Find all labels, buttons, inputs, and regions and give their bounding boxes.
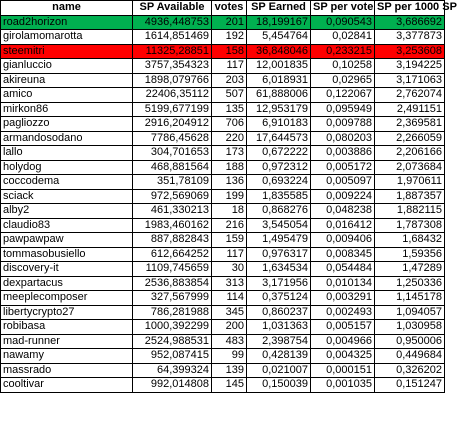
column-header-sp-per-1000[interactable]: SP per 1000 SP (375, 1, 445, 16)
cell-name[interactable]: road2horizon (1, 15, 133, 30)
cell-sp-per-1000[interactable]: 0,151247 (375, 378, 445, 393)
cell-sp-earned[interactable]: 3,171956 (247, 276, 311, 291)
table-row (1, 233, 445, 248)
cell-sp-per-1000[interactable]: 2,491151 (375, 102, 445, 117)
cell-sp-per-1000[interactable]: 1,68432 (375, 233, 445, 248)
cell-sp-earned[interactable]: 6,910183 (247, 117, 311, 132)
cell-sp-per-1000[interactable]: 3,377873 (375, 30, 445, 45)
cell-sp-earned[interactable]: 0,672222 (247, 146, 311, 161)
cell-sp-available[interactable]: 2536,883854 (133, 276, 212, 291)
cell-votes[interactable]: 201 (212, 15, 247, 30)
column-header-sp-earned[interactable]: SP Earned (247, 1, 311, 16)
cell-sp-per-vote[interactable]: 0,000151 (311, 363, 375, 378)
cell-sp-available[interactable]: 3757,354323 (133, 59, 212, 74)
cell-votes[interactable]: 216 (212, 218, 247, 233)
cell-sp-per-1000[interactable]: 0,449684 (375, 349, 445, 364)
cell-sp-per-1000[interactable]: 3,194225 (375, 59, 445, 74)
cell-sp-earned[interactable]: 1,634534 (247, 262, 311, 277)
table-row (1, 131, 445, 146)
cell-sp-per-vote[interactable]: 0,003886 (311, 146, 375, 161)
cell-sp-per-vote[interactable]: 0,001035 (311, 378, 375, 393)
cell-name[interactable]: alby2 (1, 204, 133, 219)
cell-sp-available[interactable]: 5199,677199 (133, 102, 212, 117)
cell-sp-per-1000[interactable]: 2,369581 (375, 117, 445, 132)
cell-sp-available[interactable]: 1109,745659 (133, 262, 212, 277)
cell-name[interactable]: amico (1, 88, 133, 103)
cell-name[interactable]: libertycrypto27 (1, 305, 133, 320)
cell-name[interactable]: massrado (1, 363, 133, 378)
cell-votes[interactable]: 200 (212, 320, 247, 335)
table-row (1, 262, 445, 277)
cell-name[interactable]: robibasa (1, 320, 133, 335)
table-row (1, 102, 445, 117)
cell-sp-earned[interactable]: 3,545054 (247, 218, 311, 233)
cell-votes[interactable]: 203 (212, 73, 247, 88)
cell-name[interactable]: pawpawpaw (1, 233, 133, 248)
cell-sp-available[interactable]: 64,399324 (133, 363, 212, 378)
cell-votes[interactable]: 114 (212, 291, 247, 306)
cell-name[interactable]: lallo (1, 146, 133, 161)
cell-sp-per-1000[interactable]: 0,326202 (375, 363, 445, 378)
cell-sp-per-vote[interactable]: 0,005157 (311, 320, 375, 335)
cell-votes[interactable]: 145 (212, 378, 247, 393)
cell-sp-per-vote[interactable]: 0,080203 (311, 131, 375, 146)
cell-sp-earned[interactable]: 1,495479 (247, 233, 311, 248)
cell-sp-per-vote[interactable]: 0,002493 (311, 305, 375, 320)
cell-votes[interactable]: 192 (212, 30, 247, 45)
cell-sp-earned[interactable]: 0,150039 (247, 378, 311, 393)
cell-sp-available[interactable]: 22406,35112 (133, 88, 212, 103)
column-header-name[interactable]: name (1, 1, 133, 16)
table-row (1, 117, 445, 132)
column-header-votes[interactable]: votes (212, 1, 247, 16)
cell-sp-available[interactable]: 4936,448753 (133, 15, 212, 30)
cell-name[interactable]: cooltivar (1, 378, 133, 393)
table-row (1, 378, 445, 393)
cell-name[interactable]: coccodema (1, 175, 133, 190)
cell-votes[interactable]: 136 (212, 175, 247, 190)
cell-sp-per-vote[interactable]: 0,008345 (311, 247, 375, 262)
cell-sp-earned[interactable]: 0,860237 (247, 305, 311, 320)
cell-votes[interactable]: 159 (212, 233, 247, 248)
cell-sp-per-vote[interactable]: 0,095949 (311, 102, 375, 117)
cell-name[interactable]: armandosodano (1, 131, 133, 146)
cell-sp-available[interactable]: 1000,392299 (133, 320, 212, 335)
cell-votes[interactable]: 507 (212, 88, 247, 103)
table-row (1, 291, 445, 306)
cell-name[interactable]: mad-runner (1, 334, 133, 349)
cell-name[interactable]: claudio83 (1, 218, 133, 233)
cell-name[interactable]: mirkon86 (1, 102, 133, 117)
cell-sp-available[interactable]: 2524,988531 (133, 334, 212, 349)
table-row (1, 320, 445, 335)
cell-sp-per-vote[interactable]: 0,090543 (311, 15, 375, 30)
cell-sp-earned[interactable]: 0,693224 (247, 175, 311, 190)
cell-sp-earned[interactable]: 5,454764 (247, 30, 311, 45)
cell-sp-available[interactable]: 952,087415 (133, 349, 212, 364)
table-row (1, 334, 445, 349)
cell-sp-available[interactable]: 7786,45628 (133, 131, 212, 146)
cell-sp-per-1000[interactable]: 3,171063 (375, 73, 445, 88)
cell-sp-available[interactable]: 1614,851469 (133, 30, 212, 45)
table-row (1, 73, 445, 88)
cell-sp-per-1000[interactable]: 1,250336 (375, 276, 445, 291)
cell-sp-available[interactable]: 304,701653 (133, 146, 212, 161)
cell-sp-per-vote[interactable]: 0,016412 (311, 218, 375, 233)
column-header-sp-available[interactable]: SP Available (133, 1, 212, 16)
cell-sp-earned[interactable]: 1,031363 (247, 320, 311, 335)
cell-votes[interactable]: 199 (212, 189, 247, 204)
table-row (1, 44, 445, 59)
cell-sp-per-vote[interactable]: 0,005097 (311, 175, 375, 190)
cell-sp-earned[interactable]: 18,199167 (247, 15, 311, 30)
cell-sp-earned[interactable]: 0,428139 (247, 349, 311, 364)
table-row (1, 247, 445, 262)
cell-sp-available[interactable]: 1898,079766 (133, 73, 212, 88)
cell-sp-earned[interactable]: 12,001835 (247, 59, 311, 74)
cell-sp-available[interactable]: 786,281988 (133, 305, 212, 320)
table-row (1, 59, 445, 74)
cell-sp-per-1000[interactable]: 1,59356 (375, 247, 445, 262)
cell-sp-earned[interactable]: 1,835585 (247, 189, 311, 204)
table-row (1, 305, 445, 320)
table-row (1, 363, 445, 378)
cell-sp-per-1000[interactable]: 0,950006 (375, 334, 445, 349)
cell-sp-available[interactable]: 1983,460162 (133, 218, 212, 233)
cell-sp-per-vote[interactable]: 0,048238 (311, 204, 375, 219)
cell-sp-available[interactable]: 887,882843 (133, 233, 212, 248)
cell-sp-available[interactable]: 468,881564 (133, 160, 212, 175)
cell-sp-per-vote[interactable]: 0,004966 (311, 334, 375, 349)
column-header-sp-per-vote[interactable]: SP per vote (311, 1, 375, 16)
cell-sp-earned[interactable]: 36,848046 (247, 44, 311, 59)
cell-sp-per-vote[interactable]: 0,10258 (311, 59, 375, 74)
cell-sp-per-1000[interactable]: 2,206166 (375, 146, 445, 161)
cell-sp-per-1000[interactable]: 1,970611 (375, 175, 445, 190)
cell-sp-per-vote[interactable]: 0,233215 (311, 44, 375, 59)
cell-votes[interactable]: 345 (212, 305, 247, 320)
cell-sp-per-1000[interactable]: 1,094057 (375, 305, 445, 320)
cell-name[interactable]: tommasobusiello (1, 247, 133, 262)
cell-sp-per-vote[interactable]: 0,010134 (311, 276, 375, 291)
cell-sp-per-vote[interactable]: 0,005172 (311, 160, 375, 175)
cell-votes[interactable]: 99 (212, 349, 247, 364)
cell-name[interactable]: akireuna (1, 73, 133, 88)
cell-votes[interactable]: 220 (212, 131, 247, 146)
cell-sp-per-1000[interactable]: 1,887357 (375, 189, 445, 204)
cell-sp-available[interactable]: 351,78109 (133, 175, 212, 190)
cell-sp-available[interactable]: 327,567999 (133, 291, 212, 306)
cell-votes[interactable]: 117 (212, 59, 247, 74)
cell-sp-per-vote[interactable]: 0,02965 (311, 73, 375, 88)
cell-sp-earned[interactable]: 0,375124 (247, 291, 311, 306)
cell-sp-per-vote[interactable]: 0,122067 (311, 88, 375, 103)
table-row (1, 88, 445, 103)
cell-votes[interactable]: 117 (212, 247, 247, 262)
cell-votes[interactable]: 158 (212, 44, 247, 59)
cell-sp-per-vote[interactable]: 0,054484 (311, 262, 375, 277)
cell-sp-earned[interactable]: 0,021007 (247, 363, 311, 378)
header-row (1, 1, 445, 16)
table-row (1, 30, 445, 45)
cell-votes[interactable]: 173 (212, 146, 247, 161)
cell-sp-per-vote[interactable]: 0,003291 (311, 291, 375, 306)
cell-sp-earned[interactable]: 61,888006 (247, 88, 311, 103)
table-row (1, 189, 445, 204)
cell-name[interactable]: pagliozzo (1, 117, 133, 132)
cell-sp-available[interactable]: 992,014808 (133, 378, 212, 393)
cell-sp-earned[interactable]: 6,018931 (247, 73, 311, 88)
cell-sp-available[interactable]: 11325,28851 (133, 44, 212, 59)
cell-sp-per-1000[interactable]: 3,686692 (375, 15, 445, 30)
cell-name[interactable]: dexpartacus (1, 276, 133, 291)
table-row (1, 349, 445, 364)
cell-name[interactable]: discovery-it (1, 262, 133, 277)
cell-name[interactable]: holydog (1, 160, 133, 175)
cell-name[interactable]: sciack (1, 189, 133, 204)
cell-sp-per-1000[interactable]: 2,073684 (375, 160, 445, 175)
table-row (1, 276, 445, 291)
cell-sp-earned[interactable]: 12,953179 (247, 102, 311, 117)
cell-votes[interactable]: 188 (212, 160, 247, 175)
cell-sp-per-vote[interactable]: 0,009224 (311, 189, 375, 204)
cell-votes[interactable]: 30 (212, 262, 247, 277)
cell-votes[interactable]: 135 (212, 102, 247, 117)
cell-sp-per-vote[interactable]: 0,009788 (311, 117, 375, 132)
table-row (1, 160, 445, 175)
cell-sp-earned[interactable]: 17,644573 (247, 131, 311, 146)
table-row (1, 218, 445, 233)
cell-sp-earned[interactable]: 0,972312 (247, 160, 311, 175)
cell-sp-per-1000[interactable]: 1,47289 (375, 262, 445, 277)
cell-name[interactable]: meeplecomposer (1, 291, 133, 306)
cell-votes[interactable]: 313 (212, 276, 247, 291)
cell-sp-per-1000[interactable]: 2,762074 (375, 88, 445, 103)
cell-sp-available[interactable]: 972,569069 (133, 189, 212, 204)
cell-sp-per-1000[interactable]: 1,882115 (375, 204, 445, 219)
cell-sp-available[interactable]: 2916,204912 (133, 117, 212, 132)
cell-sp-per-1000[interactable]: 2,266059 (375, 131, 445, 146)
cell-sp-per-vote[interactable]: 0,004325 (311, 349, 375, 364)
cell-sp-earned[interactable]: 0,868276 (247, 204, 311, 219)
cell-votes[interactable]: 706 (212, 117, 247, 132)
table-row (1, 15, 445, 30)
cell-name[interactable]: girolamomarotta (1, 30, 133, 45)
cell-sp-earned[interactable]: 2,398754 (247, 334, 311, 349)
cell-sp-per-vote[interactable]: 0,009406 (311, 233, 375, 248)
cell-sp-per-1000[interactable]: 3,253608 (375, 44, 445, 59)
cell-name[interactable]: steemitri (1, 44, 133, 59)
cell-sp-available[interactable]: 461,330213 (133, 204, 212, 219)
cell-name[interactable]: nawamy (1, 349, 133, 364)
cell-name[interactable]: gianluccio (1, 59, 133, 74)
table-row (1, 204, 445, 219)
cell-votes[interactable]: 139 (212, 363, 247, 378)
table-row (1, 146, 445, 161)
cell-sp-per-1000[interactable]: 1,145178 (375, 291, 445, 306)
cell-sp-per-1000[interactable]: 1,787308 (375, 218, 445, 233)
cell-sp-available[interactable]: 612,664252 (133, 247, 212, 262)
cell-sp-per-vote[interactable]: 0,02841 (311, 30, 375, 45)
table-row (1, 175, 445, 190)
cell-votes[interactable]: 483 (212, 334, 247, 349)
cell-sp-per-1000[interactable]: 1,030958 (375, 320, 445, 335)
cell-sp-earned[interactable]: 0,976317 (247, 247, 311, 262)
cell-votes[interactable]: 18 (212, 204, 247, 219)
